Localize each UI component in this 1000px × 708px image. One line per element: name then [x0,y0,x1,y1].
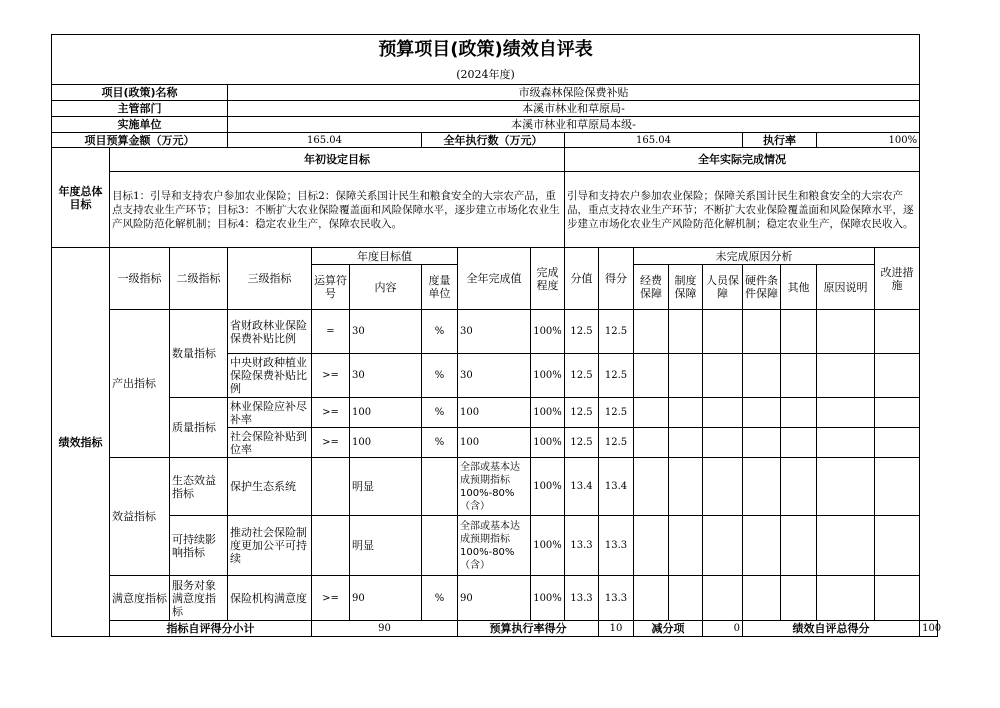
empty-cell [781,398,817,428]
total-label: 绩效自评总得分 [743,621,920,637]
reason-other-header: 其他 [781,265,817,310]
indicator-score: 13.4 [599,458,634,516]
empty-cell [743,576,781,621]
indicator-unit: % [422,398,458,428]
reason-staff-header: 人员保障 [703,265,743,310]
indicator-done: 全部或基本达成预期指标100%-80%（含） [458,516,531,576]
indicator-weight: 12.5 [565,310,599,354]
actual-completion-text: 引导和支持农户参加农业保险；保障关系国计民生和粮食安全的大宗农产品，重点支持农业生产环节；不断扩大农业保险覆盖面和风险保障水平，逐步建立市场化农业生产风险防范化解机制；稳定农业生产，保障农民收入。 [565,172,920,248]
indicator-content: 90 [350,576,422,621]
indicator-degree: 100% [531,576,565,621]
indicator-content: 明显 [350,516,422,576]
empty-cell [817,516,875,576]
group-quality: 质量指标 [170,398,228,458]
empty-cell [743,398,781,428]
empty-cell [781,458,817,516]
indicator-unit: % [422,428,458,458]
indicator-content: 30 [350,354,422,398]
empty-cell [669,576,703,621]
empty-cell [781,516,817,576]
content-header: 内容 [350,265,422,310]
indicator-content: 明显 [350,458,422,516]
empty-cell [875,398,920,428]
empty-cell [634,428,669,458]
indicator-score: 12.5 [599,398,634,428]
indicator-op: = [312,310,350,354]
indicator-score: 12.5 [599,354,634,398]
deduct-label: 减分项 [634,621,703,637]
completion-header: 全年完成值 [458,248,531,310]
empty-cell [669,458,703,516]
level1-header: 一级指标 [110,248,170,310]
empty-cell [703,310,743,354]
indicator-content: 100 [350,398,422,428]
empty-cell [875,458,920,516]
improve-header: 改进措施 [875,248,920,310]
indicator-degree: 100% [531,516,565,576]
empty-cell [703,458,743,516]
empty-cell [743,354,781,398]
indicator-degree: 100% [531,458,565,516]
empty-cell [669,516,703,576]
indicator-weight: 12.5 [565,354,599,398]
indicator-score: 13.3 [599,576,634,621]
empty-cell [875,428,920,458]
indicator-op: >= [312,398,350,428]
empty-cell [817,354,875,398]
indicator-content: 30 [350,310,422,354]
indicator-weight: 13.3 [565,576,599,621]
exec-rate-label: 执行率 [743,133,817,148]
indicator-content: 100 [350,428,422,458]
empty-cell [634,576,669,621]
indicator-name: 保险机构满意度 [228,576,312,621]
dept-value: 本溪市林业和草原局- [228,101,920,117]
dept-label: 主管部门 [52,101,228,117]
indicator-score: 12.5 [599,310,634,354]
year-subtitle: (2024年度) [52,65,920,85]
indicator-name: 社会保险补贴到位率 [228,428,312,458]
indicator-done: 90 [458,576,531,621]
indicator-weight: 13.3 [565,516,599,576]
empty-cell [703,576,743,621]
empty-cell [669,428,703,458]
indicator-weight: 12.5 [565,428,599,458]
deduct-value: 0 [703,621,743,637]
empty-cell [817,576,875,621]
empty-cell [875,354,920,398]
indicator-score: 13.3 [599,516,634,576]
table-row [52,576,938,621]
budget-rate-value: 10 [599,621,634,637]
project-name-label: 项目(政策)名称 [52,85,228,101]
empty-cell [817,310,875,354]
level2-header: 二级指标 [170,248,228,310]
indicator-op [312,458,350,516]
group-output: 产出指标 [110,310,170,458]
empty-cell [703,428,743,458]
indicator-done: 30 [458,354,531,398]
indicator-op [312,516,350,576]
budget-value: 165.04 [228,133,422,148]
annual-goal-label: 年度总体目标 [52,148,110,248]
unit-value: 本溪市林业和草原局本级- [228,117,920,133]
empty-cell [743,516,781,576]
empty-cell [781,428,817,458]
indicator-done: 30 [458,310,531,354]
indicator-name: 保护生态系统 [228,458,312,516]
unit-header: 度量单位 [422,265,458,310]
empty-cell [669,354,703,398]
indicator-op: >= [312,576,350,621]
indicator-op: >= [312,428,350,458]
project-name-value: 市级森林保险保费补贴 [228,85,920,101]
executed-label: 全年执行数（万元） [422,133,565,148]
indicator-unit [422,458,458,516]
reason-desc-header: 原因说明 [817,265,875,310]
total-value: 100 [920,621,938,637]
indicator-unit: % [422,576,458,621]
reason-analysis-header: 未完成原因分析 [634,248,875,265]
empty-cell [634,398,669,428]
indicator-degree: 100% [531,310,565,354]
page-title: 预算项目(政策)绩效自评表 [52,35,920,65]
unit-label: 实施单位 [52,117,228,133]
empty-cell [875,516,920,576]
actual-completion-header: 全年实际完成情况 [565,148,920,172]
table-row [52,458,938,516]
group-sustain: 可持续影响指标 [170,516,228,576]
indicator-done: 全部或基本达成预期指标100%-80%（含） [458,458,531,516]
empty-cell [817,428,875,458]
indicator-score: 12.5 [599,428,634,458]
indicator-done: 100 [458,428,531,458]
indicator-name: 中央财政种植业保险保费补贴比例 [228,354,312,398]
empty-cell [875,576,920,621]
indicator-degree: 100% [531,398,565,428]
table-row [52,310,938,354]
group-service: 服务对象满意度指标 [170,576,228,621]
indicator-weight: 13.4 [565,458,599,516]
level3-header: 三级指标 [228,248,312,310]
reason-system-header: 制度保障 [669,265,703,310]
indicator-op: >= [312,354,350,398]
empty-cell [781,354,817,398]
budget-rate-label: 预算执行率得分 [458,621,599,637]
indicator-weight: 12.5 [565,398,599,428]
empty-cell [703,398,743,428]
evaluation-table [51,34,942,637]
subtotal-label: 指标自评得分小计 [110,621,312,637]
indicator-name: 林业保险应补尽补率 [228,398,312,428]
initial-goal-text: 目标1：引导和支持农户参加农业保险；目标2：保障关系国计民生和粮食安全的大宗农产品，重点支持农业生产环节；目标3：不断扩大农业保险覆盖面和风险保障水平，逐步建立市场化农业生产风险防范化解机制；目标4：稳定农业生产，保障农民收入。 [110,172,565,248]
empty-cell [703,354,743,398]
empty-cell [781,576,817,621]
empty-cell [743,428,781,458]
reason-fund-header: 经费保障 [634,265,669,310]
initial-goal-header: 年初设定目标 [110,148,565,172]
score-header: 得分 [599,248,634,310]
empty-cell [743,310,781,354]
group-quantity: 数量指标 [170,310,228,398]
indicator-degree: 100% [531,428,565,458]
empty-cell [669,310,703,354]
indicator-unit: % [422,310,458,354]
indicator-degree: 100% [531,354,565,398]
degree-header: 完成程度 [531,248,565,310]
group-benefit: 效益指标 [110,458,170,576]
indicator-unit: % [422,354,458,398]
perf-indicator-label: 绩效指标 [52,248,110,637]
empty-cell [781,310,817,354]
exec-rate-value: 100% [817,133,920,148]
annual-target-header: 年度目标值 [312,248,458,265]
budget-label: 项目预算金额（万元） [52,133,228,148]
empty-cell [703,516,743,576]
empty-cell [634,458,669,516]
indicator-name: 推动社会保险制度更加公平可持续 [228,516,312,576]
reason-hardware-header: 硬件条件保障 [743,265,781,310]
empty-cell [634,354,669,398]
empty-cell [875,310,920,354]
indicator-name: 省财政林业保险保费补贴比例 [228,310,312,354]
performance-self-evaluation-sheet [51,34,942,644]
empty-cell [817,458,875,516]
executed-value: 165.04 [565,133,743,148]
empty-cell [743,458,781,516]
empty-cell [669,398,703,428]
group-satisfaction: 满意度指标 [110,576,170,621]
empty-cell [817,398,875,428]
empty-cell [634,310,669,354]
group-eco: 生态效益指标 [170,458,228,516]
indicator-unit [422,516,458,576]
indicator-done: 100 [458,398,531,428]
weight-header: 分值 [565,248,599,310]
table-row [52,398,938,428]
op-header: 运算符号 [312,265,350,310]
table-row [52,516,938,576]
empty-cell [634,516,669,576]
subtotal-value: 90 [312,621,458,637]
